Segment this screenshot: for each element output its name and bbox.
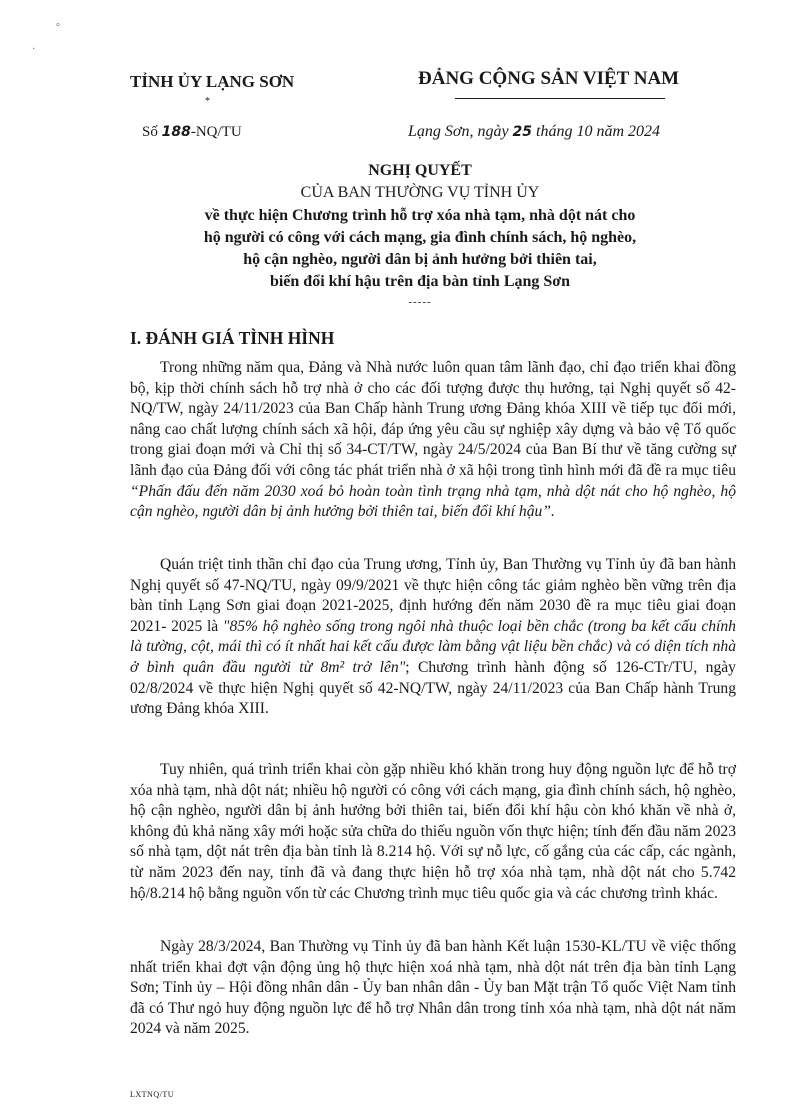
paragraph-2: Quán triệt tinh thần chỉ đạo của Trung ương, Tỉnh ủy, Ban Thường vụ Tỉnh ủy đã ban hành Nghị quyết số 47-NQ/TU, ngày 09/9/2021 về thực hiện công tác giảm nghèo bền vững trên địa bàn tỉnh Lạng Sơn giai đoạn 2021-2025, định hướng đến năm 2030 đề ra mục tiêu giai đoạn 2021- 2025 là "85% hộ nghèo sống trong ngôi nhà thuộc loại bền chắc (trong ba kết cấu chính là tường, cột, mái thì có ít nhất hai kết cấu được làm bằng vật liệu bền chắc) và có diện tích nhà ở bình quân đầu người từ 8m² trở lên"; Chương trình hành động số 126-CTr/TU, ngày 02/8/2024 về thực hiện Nghị quyết số 42-NQ/TW, ngày 24/11/2023 của Ban Chấp hành Trung ương Đảng khóa XIII. bbox=[130, 556, 736, 718]
scan-speck: ° bbox=[56, 22, 60, 33]
handwritten-day: 25 bbox=[512, 124, 533, 140]
paragraph-1: Trong những năm qua, Đảng và Nhà nước luôn quan tâm lãnh đạo, chỉ đạo triển khai đồng bộ, kịp thời chính sách hỗ trợ nhà ở cho các đối tượng được thụ hưởng, tại Nghị quyết số 42-NQ/TW, ngày 24/11/2023 của Ban Chấp hành Trung ương Đảng khóa XIII về tiếp tục đổi mới, nâng cao chất lượng chính sách xã hội, đáp ứng yêu cầu sự nghiệp xây dựng và bảo vệ Tổ quốc trong giai đoạn mới và Chỉ thị số 34-CT/TW, ngày 24/5/2024 của Ban Bí thư về tăng cường sự lãnh đạo của Đảng đối với công tác phát triển nhà ở xã hội trong tình hình mới đã đề ra mục tiêu “Phấn đấu đến năm 2030 xoá bỏ hoàn toàn tình trạng nhà tạm, nhà dột nát cho hộ nghèo, hộ cận nghèo, người dân bị ảnh hưởng bởi thiên tai, biến đổi khí hậu”. bbox=[130, 359, 736, 521]
issuing-body: CỦA BAN THƯỜNG VỤ TỈNH ỦY bbox=[300, 184, 540, 201]
document-date: Lạng Sơn, ngày 25 tháng 10 năm 2024 bbox=[408, 123, 661, 140]
scan-speck: · bbox=[32, 44, 36, 55]
party-name: ĐẢNG CỘNG SẢN VIỆT NAM bbox=[418, 68, 680, 89]
footer-code: LXTNQ/TU bbox=[130, 1090, 174, 1099]
section-heading: I. ĐÁNH GIÁ TÌNH HÌNH bbox=[130, 328, 335, 348]
paragraph-3: Tuy nhiên, quá trình triển khai còn gặp nhiều khó khăn trong huy động nguồn lực để hỗ trợ xóa nhà tạm, nhà dột nát; nhiều hộ người có công với cách mạng, gia đình chính sách, hộ nghèo, hộ cận nghèo, người dân bị ảnh hưởng bởi thiên tai, biến đổi khí hậu còn khó khăn về nhà ở, không đủ khả năng xây mới hoặc sửa chữa do thiếu nguồn vốn thực hiện; tính đến đầu năm 2023 số nhà tạm, dột nát trên địa bàn tỉnh là 8.214 hộ. Với sự nỗ lực, cố gắng của các cấp, các ngành, từ năm 2023 đến nay, tỉnh đã và đang thực hiện hỗ trợ xóa nhà tạm, nhà dột nát cho 5.742 hộ/8.214 hộ bằng nguồn vốn từ các Chương trình mục tiêu quốc gia và các chương trình khác. bbox=[130, 761, 736, 902]
document-number: Số 188-NQ/TU bbox=[142, 124, 242, 140]
paragraph-4: Ngày 28/3/2024, Ban Thường vụ Tỉnh ủy đã ban hành Kết luận 1530-KL/TU về việc thống nhất triển khai đợt vận động ủng hộ thực hiện xoá nhà tạm, nhà dột nát trên địa bàn tỉnh Lạng Sơn; Tỉnh ủy – Hội đồng nhân dân - Ủy ban nhân dân - Ủy ban Mặt trận Tổ quốc Việt Nam tỉnh đã có Thư ngỏ huy động nguồn lực để hỗ trợ Nhân dân trong tỉnh xóa nhà tạm, nhà dột nát năm 2024 và năm 2025. bbox=[130, 938, 736, 1038]
title-separator: ----- bbox=[408, 296, 432, 308]
party-underline bbox=[455, 98, 665, 99]
issuing-organization: TỈNH ỦY LẠNG SƠN bbox=[130, 72, 295, 91]
document-subject: về thực hiện Chương trình hỗ trợ xóa nhà tạm, nhà dột nát cho hộ người có công với cách mạng, gia đình chính sách, hộ nghèo, hộ cận nghèo, người dân bị ảnh hưởng bởi thiên tai, biến đổi khí hậu trên địa bàn tỉnh Lạng Sơn bbox=[203, 207, 637, 290]
header-mark: * bbox=[205, 96, 210, 107]
document-type: NGHỊ QUYẾT bbox=[368, 162, 472, 179]
handwritten-number: 188 bbox=[161, 124, 191, 140]
